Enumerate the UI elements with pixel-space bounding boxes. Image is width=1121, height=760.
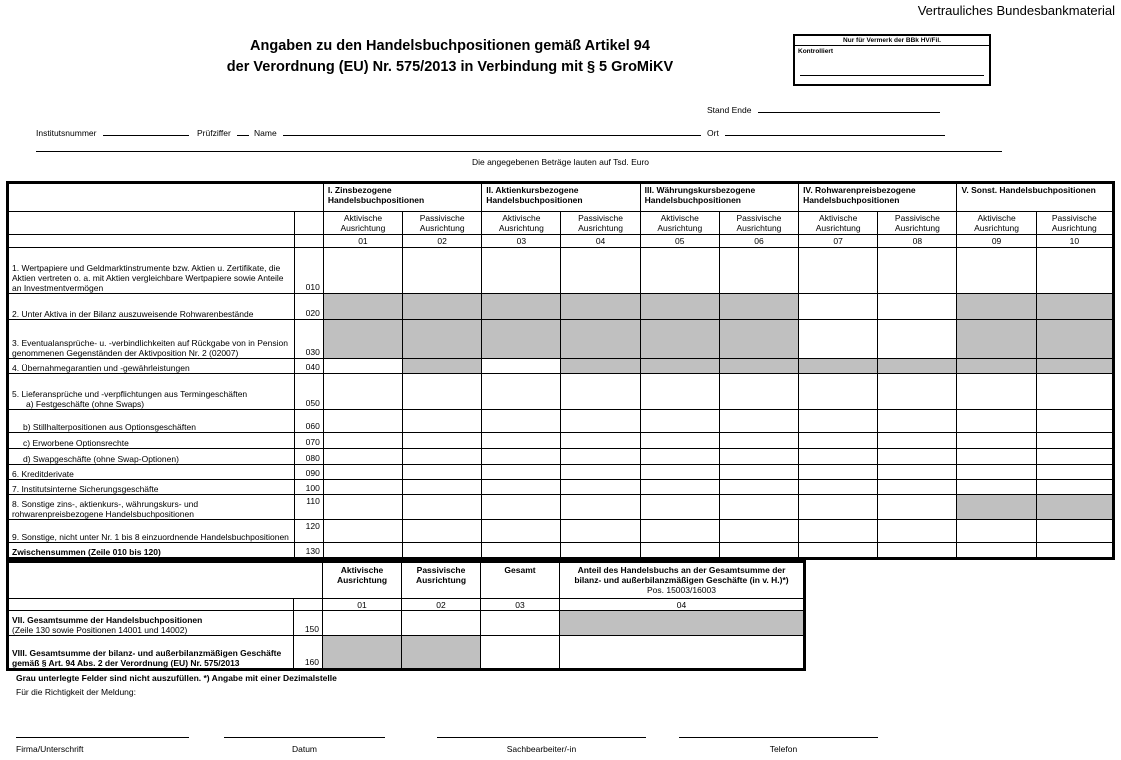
- input-cell[interactable]: [878, 433, 957, 449]
- input-cell[interactable]: [799, 410, 878, 433]
- pruefziffer-label: Prüfziffer: [197, 128, 231, 138]
- input-cell[interactable]: [323, 374, 402, 410]
- title-line-2: der Verordnung (EU) Nr. 575/2013 in Verbindung mit § 5 GroMiKV: [226, 59, 674, 75]
- input-cell[interactable]: [719, 410, 798, 433]
- name-line[interactable]: [283, 127, 701, 136]
- input-cell[interactable]: [323, 449, 402, 465]
- row-label: 8. Sonstige zins-, aktienkurs-, währungskurs- und rohwarenpreisbezogene Handelsbuchpositionen: [8, 495, 295, 520]
- group-header-rohwaren: IV. Rohwarenpreisbezogene Handelsbuchpositionen: [799, 183, 957, 212]
- col-number: 05: [640, 235, 719, 248]
- name-field[interactable]: [254, 127, 701, 138]
- input-cell[interactable]: [323, 465, 402, 480]
- input-cell[interactable]: [403, 449, 482, 465]
- vermerk-label: Kontrolliert: [798, 48, 834, 55]
- col-number: 09: [957, 235, 1036, 248]
- disabled-cell: [402, 636, 481, 670]
- input-cell[interactable]: [481, 611, 560, 636]
- input-cell[interactable]: [1036, 480, 1113, 495]
- input-cell[interactable]: [799, 374, 878, 410]
- input-cell[interactable]: [561, 543, 640, 559]
- input-cell[interactable]: [878, 465, 957, 480]
- firma-label: Firma/Unterschrift: [16, 744, 84, 754]
- page-title: [150, 36, 750, 78]
- name-label: Name: [254, 128, 277, 138]
- input-cell[interactable]: [482, 359, 561, 374]
- input-cell[interactable]: [1036, 248, 1113, 294]
- col-number: 07: [799, 235, 878, 248]
- disabled-cell: [640, 294, 719, 320]
- header-blank: [8, 562, 323, 599]
- pruefziffer-field[interactable]: [197, 127, 249, 138]
- input-cell[interactable]: [561, 449, 640, 465]
- input-cell[interactable]: [403, 410, 482, 433]
- input-cell[interactable]: [560, 636, 805, 670]
- input-cell[interactable]: [799, 433, 878, 449]
- disabled-cell: [640, 320, 719, 359]
- input-cell[interactable]: [482, 465, 561, 480]
- stand-ende-line[interactable]: [758, 104, 940, 113]
- ort-label: Ort: [707, 128, 719, 138]
- input-cell[interactable]: [402, 611, 481, 636]
- input-cell[interactable]: [719, 433, 798, 449]
- row-label: 7. Institutsinterne Sicherungsgeschäfte: [8, 480, 295, 495]
- input-cell[interactable]: [878, 294, 957, 320]
- table-row-160: [8, 636, 805, 670]
- disabled-cell: [799, 359, 878, 374]
- disabled-cell: [1036, 495, 1113, 520]
- input-cell[interactable]: [799, 495, 878, 520]
- institutsnummer-line[interactable]: [103, 127, 189, 136]
- row-code: 040: [294, 359, 323, 374]
- vermerk-signature-line[interactable]: [800, 75, 984, 76]
- table-row-100: [8, 480, 1114, 495]
- input-cell[interactable]: [640, 433, 719, 449]
- row-label: 2. Unter Aktiva in der Bilanz auszuweisende Rohwarenbestände: [8, 294, 295, 320]
- table-row-130: [8, 543, 1114, 559]
- row-label: b) Stillhalterpositionen aus Optionsgeschäften: [8, 410, 295, 433]
- row-label: 4. Übernahmegarantien und -gewährleistungen: [8, 359, 295, 374]
- input-cell[interactable]: [799, 320, 878, 359]
- input-cell[interactable]: [640, 480, 719, 495]
- disabled-cell: [560, 611, 805, 636]
- col-header-aktiv: Aktivische Ausrichtung: [323, 562, 402, 599]
- row-code: 120: [294, 520, 323, 543]
- input-cell[interactable]: [323, 410, 402, 433]
- col-header-passiv: Passivische Ausrichtung: [1036, 212, 1113, 235]
- input-cell[interactable]: [878, 520, 957, 543]
- input-cell[interactable]: [561, 433, 640, 449]
- col-number: 03: [482, 235, 561, 248]
- row-label: 9. Sonstige, nicht unter Nr. 1 bis 8 einzuordnende Handelsbuchpositionen: [8, 520, 295, 543]
- col-header-passiv: Passivische Ausrichtung: [878, 212, 957, 235]
- disabled-cell: [1036, 320, 1113, 359]
- disabled-cell: [323, 294, 402, 320]
- row-label: 3. Eventualansprüche- u. -verbindlichkeiten auf Rückgabe von in Pension genommenen Gegenständen der Aktivposition Nr. 2 (02007): [8, 320, 295, 359]
- input-cell[interactable]: [719, 495, 798, 520]
- col-number: 01: [323, 599, 402, 611]
- col-header-anteil: [560, 562, 805, 599]
- col-header-passiv: Passivische Ausrichtung: [402, 562, 481, 599]
- input-cell[interactable]: [640, 520, 719, 543]
- row-code: 080: [294, 449, 323, 465]
- table-row-010: [8, 248, 1114, 294]
- col-number: 02: [403, 235, 482, 248]
- input-cell[interactable]: [1036, 433, 1113, 449]
- table-row-070: [8, 433, 1114, 449]
- ort-field[interactable]: [707, 127, 945, 138]
- table-row-080: [8, 449, 1114, 465]
- input-cell[interactable]: [482, 248, 561, 294]
- title-line-1: Angaben zu den Handelsbuchpositionen gemäß Artikel 94: [250, 38, 650, 54]
- input-cell[interactable]: [561, 480, 640, 495]
- row-label: c) Erworbene Optionsrechte: [8, 433, 295, 449]
- anteil-pos: Pos. 15003/16003: [646, 585, 716, 595]
- disabled-cell: [719, 359, 798, 374]
- input-cell[interactable]: [878, 374, 957, 410]
- input-cell[interactable]: [640, 543, 719, 559]
- col-header-aktiv: Aktivische Ausrichtung: [957, 212, 1036, 235]
- input-cell[interactable]: [957, 449, 1036, 465]
- input-cell[interactable]: [957, 520, 1036, 543]
- header-blank: [8, 183, 324, 212]
- group-header-sonstige: V. Sonst. Handelsbuchpositionen: [957, 183, 1114, 212]
- input-cell[interactable]: [482, 410, 561, 433]
- disabled-cell: [719, 320, 798, 359]
- col-header-gesamt: Gesamt: [481, 562, 560, 599]
- disabled-cell: [1036, 359, 1113, 374]
- table-row-030: [8, 320, 1114, 359]
- input-cell[interactable]: [719, 374, 798, 410]
- disabled-cell: [403, 359, 482, 374]
- col-number: 02: [402, 599, 481, 611]
- header-blank: [294, 235, 323, 248]
- col-header-aktiv: Aktivische Ausrichtung: [482, 212, 561, 235]
- col-number: 10: [1036, 235, 1113, 248]
- col-number: 04: [561, 235, 640, 248]
- input-cell[interactable]: [878, 480, 957, 495]
- bbk-vermerk-box: [793, 34, 991, 86]
- header-blank: [8, 235, 295, 248]
- input-cell[interactable]: [878, 320, 957, 359]
- row-code: 010: [294, 248, 323, 294]
- input-cell[interactable]: [323, 495, 402, 520]
- input-cell[interactable]: [799, 465, 878, 480]
- input-cell[interactable]: [719, 248, 798, 294]
- col-number: 04: [560, 599, 805, 611]
- confidential-label: Vertrauliches Bundesbankmaterial: [917, 3, 1115, 18]
- row-code: 020: [294, 294, 323, 320]
- row-code: 160: [294, 636, 323, 670]
- anteil-label: Anteil des Handelsbuchs an der Gesamtsumme der bilanz- und außerbilanzmäßigen Geschäfte (in v. H.)*): [574, 565, 789, 585]
- row-code: 070: [294, 433, 323, 449]
- input-cell[interactable]: [403, 520, 482, 543]
- disabled-cell: [957, 294, 1036, 320]
- input-cell[interactable]: [799, 520, 878, 543]
- institutsnummer-label: Institutsnummer: [36, 128, 97, 138]
- table-row-020: [8, 294, 1114, 320]
- input-cell[interactable]: [719, 449, 798, 465]
- col-header-aktiv: Aktivische Ausrichtung: [799, 212, 878, 235]
- input-cell[interactable]: [799, 248, 878, 294]
- trading-book-table: [6, 181, 1115, 560]
- col-header-passiv: Passivische Ausrichtung: [561, 212, 640, 235]
- row-code: 100: [294, 480, 323, 495]
- row-code: 060: [294, 410, 323, 433]
- input-cell[interactable]: [640, 374, 719, 410]
- header-blank: [8, 212, 295, 235]
- telefon-line[interactable]: [679, 737, 878, 738]
- disabled-cell: [719, 294, 798, 320]
- input-cell[interactable]: [1036, 410, 1113, 433]
- table-row-110: [8, 495, 1114, 520]
- input-cell[interactable]: [403, 480, 482, 495]
- header-blank: [294, 212, 323, 235]
- input-cell[interactable]: [403, 465, 482, 480]
- col-header-passiv: Passivische Ausrichtung: [403, 212, 482, 235]
- col-number: 08: [878, 235, 957, 248]
- disabled-cell: [561, 320, 640, 359]
- group-header-waehrung: III. Währungskursbezogene Handelsbuchpositionen: [640, 183, 798, 212]
- table-row-090: [8, 465, 1114, 480]
- input-cell[interactable]: [957, 465, 1036, 480]
- col-header-aktiv: Aktivische Ausrichtung: [640, 212, 719, 235]
- input-cell[interactable]: [323, 480, 402, 495]
- disabled-cell: [1036, 294, 1113, 320]
- telefon-label: Telefon: [769, 744, 798, 754]
- disabled-cell: [957, 320, 1036, 359]
- col-header-passiv: Passivische Ausrichtung: [719, 212, 798, 235]
- input-cell[interactable]: [323, 433, 402, 449]
- input-cell[interactable]: [799, 543, 878, 559]
- row-code: 030: [294, 320, 323, 359]
- input-cell[interactable]: [878, 248, 957, 294]
- row-code: 130: [294, 543, 323, 559]
- input-cell[interactable]: [957, 410, 1036, 433]
- totals-table: [6, 560, 806, 671]
- disabled-cell: [561, 294, 640, 320]
- disabled-cell: [323, 636, 402, 670]
- col-number: 03: [481, 599, 560, 611]
- row-label: VIII. Gesamtsumme der bilanz- und außerbilanzmäßigen Geschäfte gemäß § Art. 94 Abs. 2 der Verordnung (EU) Nr. 575/2013: [8, 636, 294, 670]
- sachbearbeiter-line[interactable]: [437, 737, 646, 738]
- disabled-cell: [561, 359, 640, 374]
- input-cell[interactable]: [957, 374, 1036, 410]
- input-cell[interactable]: [719, 480, 798, 495]
- input-cell[interactable]: [640, 449, 719, 465]
- input-cell[interactable]: [323, 248, 402, 294]
- input-cell[interactable]: [957, 543, 1036, 559]
- currency-note: Die angegebenen Beträge lauten auf Tsd. Euro: [471, 157, 650, 167]
- input-cell[interactable]: [482, 520, 561, 543]
- input-cell[interactable]: [561, 374, 640, 410]
- group-header-zins: I. Zinsbezogene Handelsbuchpositionen: [323, 183, 481, 212]
- table-row-050: [8, 374, 1114, 410]
- input-cell[interactable]: [323, 520, 402, 543]
- input-cell[interactable]: [957, 480, 1036, 495]
- richtigkeit-label: Für die Richtigkeit der Meldung:: [16, 687, 137, 697]
- input-cell[interactable]: [719, 520, 798, 543]
- row-label-sub: a) Festgeschäfte (ohne Swaps): [26, 399, 145, 409]
- row-label: [8, 374, 295, 410]
- firma-signature-line[interactable]: [16, 737, 189, 738]
- input-cell[interactable]: [561, 248, 640, 294]
- input-cell[interactable]: [403, 374, 482, 410]
- input-cell[interactable]: [799, 480, 878, 495]
- pruefziffer-line[interactable]: [237, 127, 249, 136]
- input-cell[interactable]: [1036, 374, 1113, 410]
- input-cell[interactable]: [403, 543, 482, 559]
- disabled-cell: [482, 294, 561, 320]
- row-label-main: VII. Gesamtsumme der Handelsbuchpositionen: [12, 615, 203, 625]
- input-cell[interactable]: [878, 449, 957, 465]
- col-header-aktiv: Aktivische Ausrichtung: [323, 212, 402, 235]
- input-cell[interactable]: [640, 410, 719, 433]
- input-cell[interactable]: [878, 410, 957, 433]
- row-code: 090: [294, 465, 323, 480]
- table-row-150: [8, 611, 805, 636]
- separator-line: [36, 151, 1002, 152]
- row-label: d) Swapgeschäfte (ohne Swap-Optionen): [8, 449, 295, 465]
- input-cell[interactable]: [640, 248, 719, 294]
- datum-label: Datum: [291, 744, 318, 754]
- disabled-cell: [403, 294, 482, 320]
- input-cell[interactable]: [799, 449, 878, 465]
- input-cell[interactable]: [561, 410, 640, 433]
- row-label: [8, 611, 294, 636]
- disabled-cell: [403, 320, 482, 359]
- datum-line[interactable]: [224, 737, 385, 738]
- input-cell[interactable]: [403, 495, 482, 520]
- input-cell[interactable]: [323, 543, 402, 559]
- ort-line[interactable]: [725, 127, 945, 136]
- input-cell[interactable]: [1036, 465, 1113, 480]
- input-cell[interactable]: [640, 495, 719, 520]
- table-row-120: [8, 520, 1114, 543]
- sachbearbeiter-label: Sachbearbeiter/-in: [506, 744, 577, 754]
- footnote: Grau unterlegte Felder sind nicht auszufüllen. *) Angabe mit einer Dezimalstelle: [16, 673, 337, 683]
- input-cell[interactable]: [403, 248, 482, 294]
- input-cell[interactable]: [481, 636, 560, 670]
- input-cell[interactable]: [878, 495, 957, 520]
- input-cell[interactable]: [957, 248, 1036, 294]
- stand-ende-label: Stand Ende: [707, 105, 752, 115]
- institutsnummer-field[interactable]: [36, 127, 189, 138]
- table-row-040: [8, 359, 1114, 374]
- header-blank: [294, 599, 323, 611]
- disabled-cell: [878, 359, 957, 374]
- input-cell[interactable]: [1036, 543, 1113, 559]
- input-cell[interactable]: [323, 359, 402, 374]
- input-cell[interactable]: [719, 465, 798, 480]
- disabled-cell: [957, 495, 1036, 520]
- input-cell[interactable]: [1036, 520, 1113, 543]
- input-cell[interactable]: [640, 465, 719, 480]
- input-cell[interactable]: [878, 543, 957, 559]
- group-header-aktien: II. Aktienkursbezogene Handelsbuchpositionen: [482, 183, 640, 212]
- col-number: 06: [719, 235, 798, 248]
- header-blank: [8, 599, 294, 611]
- input-cell[interactable]: [1036, 449, 1113, 465]
- col-number: 01: [323, 235, 402, 248]
- input-cell[interactable]: [561, 465, 640, 480]
- input-cell[interactable]: [561, 520, 640, 543]
- disabled-cell: [482, 320, 561, 359]
- input-cell[interactable]: [482, 480, 561, 495]
- disabled-cell: [323, 320, 402, 359]
- row-label: Zwischensummen (Zeile 010 bis 120): [8, 543, 295, 559]
- row-code: 150: [294, 611, 323, 636]
- input-cell[interactable]: [561, 495, 640, 520]
- stand-ende-field[interactable]: [707, 104, 940, 115]
- row-label-sub: (Zeile 130 sowie Positionen 14001 und 14002): [12, 625, 188, 635]
- input-cell[interactable]: [323, 611, 402, 636]
- input-cell[interactable]: [482, 449, 561, 465]
- row-code: 110: [294, 495, 323, 520]
- disabled-cell: [957, 359, 1036, 374]
- input-cell[interactable]: [957, 433, 1036, 449]
- input-cell[interactable]: [403, 433, 482, 449]
- disabled-cell: [640, 359, 719, 374]
- vermerk-title: Nur für Vermerk der BBk HV/Fil.: [795, 36, 989, 46]
- table-row-060: [8, 410, 1114, 433]
- input-cell[interactable]: [482, 374, 561, 410]
- input-cell[interactable]: [482, 433, 561, 449]
- row-code: 050: [294, 374, 323, 410]
- input-cell[interactable]: [482, 543, 561, 559]
- row-label-main: 5. Lieferansprüche und -verpflichtungen aus Termingeschäften: [12, 389, 248, 399]
- input-cell[interactable]: [482, 495, 561, 520]
- row-label: 1. Wertpapiere und Geldmarktinstrumente bzw. Aktien u. Zertifikate, die Aktien vertreten o. a. mit Aktien vergleichbare Wertpapiere sowie Anteile an Investmentvermögen: [8, 248, 295, 294]
- input-cell[interactable]: [719, 543, 798, 559]
- input-cell[interactable]: [799, 294, 878, 320]
- row-label: 6. Kreditderivate: [8, 465, 295, 480]
